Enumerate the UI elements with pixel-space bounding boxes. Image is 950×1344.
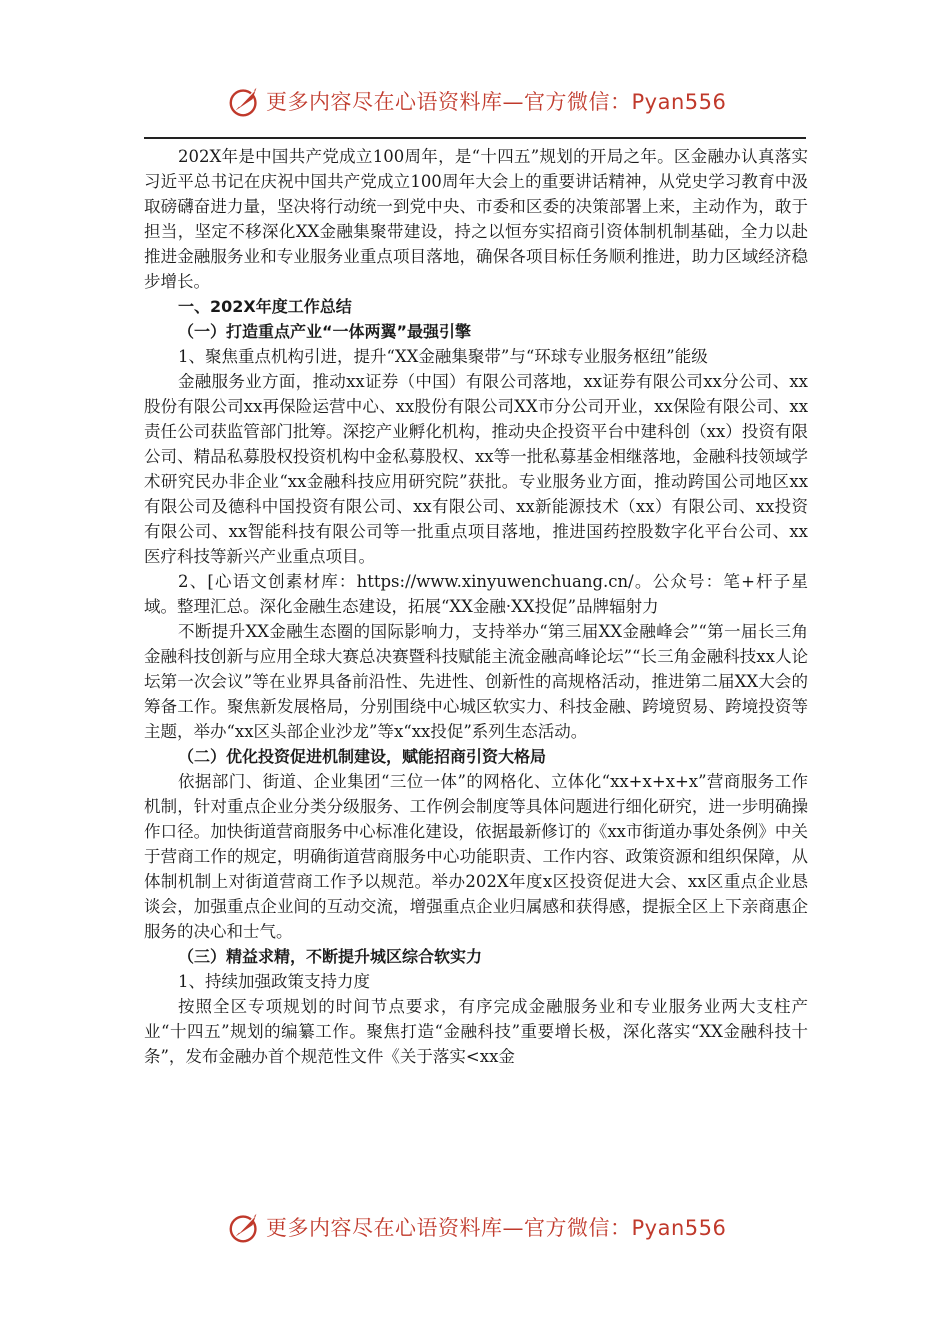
- quill-logo-icon: [226, 1208, 264, 1246]
- quill-logo-icon: [226, 82, 264, 120]
- item-title: 1、持续加强政策支持力度: [178, 972, 370, 991]
- subsection-title: （三）精益求精，不断提升城区综合软实力: [178, 947, 483, 966]
- body-paragraph: 按照全区专项规划的时间节点要求，有序完成金融服务业和专业服务业两大支柱产业“十四五”规划的编纂工作。聚焦打造“金融科技”重要增长极，深化落实“XX金融科技十条”，发布金融办首个规范性文件《关于落实<xx金: [144, 997, 808, 1066]
- footer-banner-text: 更多内容尽在心语资料库—官方微信：Pyan556: [266, 1216, 727, 1240]
- body-paragraph: 金融服务业方面，推动xx证券（中国）有限公司落地，xx证券有限公司xx分公司、xx股份有限公司xx再保险运营中心、xx股份有限公司XX市分公司开业，xx保险有限公司、xx责任公司获监管部门批筹。深挖产业孵化机构，推动央企投资平台中建科创（xx）投资有限公司、精品私募股权投资机构中金私募股权、xx等一批私募基金相继落地，金融科技领域学术研究民办非企业“xx金融科技应用研究院”获批。专业服务业方面，推动跨国公司地区xx有限公司及德科中国投资有限公司、xx有限公司、xx新能源技术（xx）有限公司、xx投资有限公司、xx智能科技有限公司等一批重点项目落地，推进国药控股数字化平台公司、xx医疗科技等新兴产业重点项目。: [144, 372, 808, 566]
- subsection-title: （二）优化投资促进机制建设，赋能招商引资大格局: [178, 747, 547, 766]
- subsection-title: （一）打造重点产业“一体两翼”最强引擎: [178, 322, 472, 341]
- body-paragraph: 依据部门、街道、企业集团“三位一体”的网格化、立体化“xx+x+x+x”营商服务工作机制，针对重点企业分类分级服务、工作例会制度等具体问题进行细化研究，进一步明确操作口径。加快街道营商服务中心标准化建设，依据最新修订的《xx市街道办事处条例》中关于营商工作的规定，明确街道营商服务中心功能职责、工作内容、政策资源和组织保障，从体制机制上对街道营商工作予以规范。举办202X年度x区投资促进大会、xx区重点企业恳谈会，加强重点企业间的互动交流，增强重点企业归属感和获得感，提振全区上下亲商惠企服务的决心和士气。: [144, 772, 808, 941]
- header-banner: [0, 78, 950, 128]
- item-title: 2、[心语文创素材库：https://www.xinyuwenchuang.cn/。公众号：笔+杆子星域。整理汇总。深化金融生态建设，拓展“XX金融·XX投促”品牌辐射力: [144, 572, 808, 616]
- intro-paragraph: 202X年是中国共产党成立100周年，是“十四五”规划的开局之年。区金融办认真落实习近平总书记在庆祝中国共产党成立100周年大会上的重要讲话精神，从党史学习教育中汲取磅礴奋进力量，坚决将行动统一到党中央、市委和区委的决策部署上来，主动作为，敢于担当，坚定不移深化XX金融集聚带建设，持之以恒夯实招商引资体制机制基础，全力以赴推进金融服务业和专业服务业重点项目落地，确保各项目标任务顺利推进，助力区域经济稳步增长。: [144, 147, 808, 291]
- footer-banner: [0, 1204, 950, 1254]
- header-divider: [144, 137, 806, 139]
- item-title: 1、聚焦重点机构引进，提升“XX金融集聚带”与“环球专业服务枢纽”能级: [178, 347, 708, 366]
- header-banner-text: 更多内容尽在心语资料库—官方微信：Pyan556: [266, 90, 727, 114]
- body-paragraph: 不断提升XX金融生态圈的国际影响力，支持举办“第三届XX金融峰会”“第一届长三角金融科技创新与应用全球大赛总决赛暨科技赋能主流金融高峰论坛”“长三角金融科技xx人论坛第一次会议”等在业界具备前沿性、先进性、创新性的高规格活动，推进第二届XX大会的筹备工作。聚焦新发展格局，分别围绕中心城区软实力、科技金融、跨境贸易、跨境投资等主题，举办“xx区头部企业沙龙”等x“xx投促”系列生态活动。: [144, 622, 808, 741]
- section-title: 一、202X年度工作总结: [178, 297, 352, 316]
- document-body: [144, 144, 808, 1069]
